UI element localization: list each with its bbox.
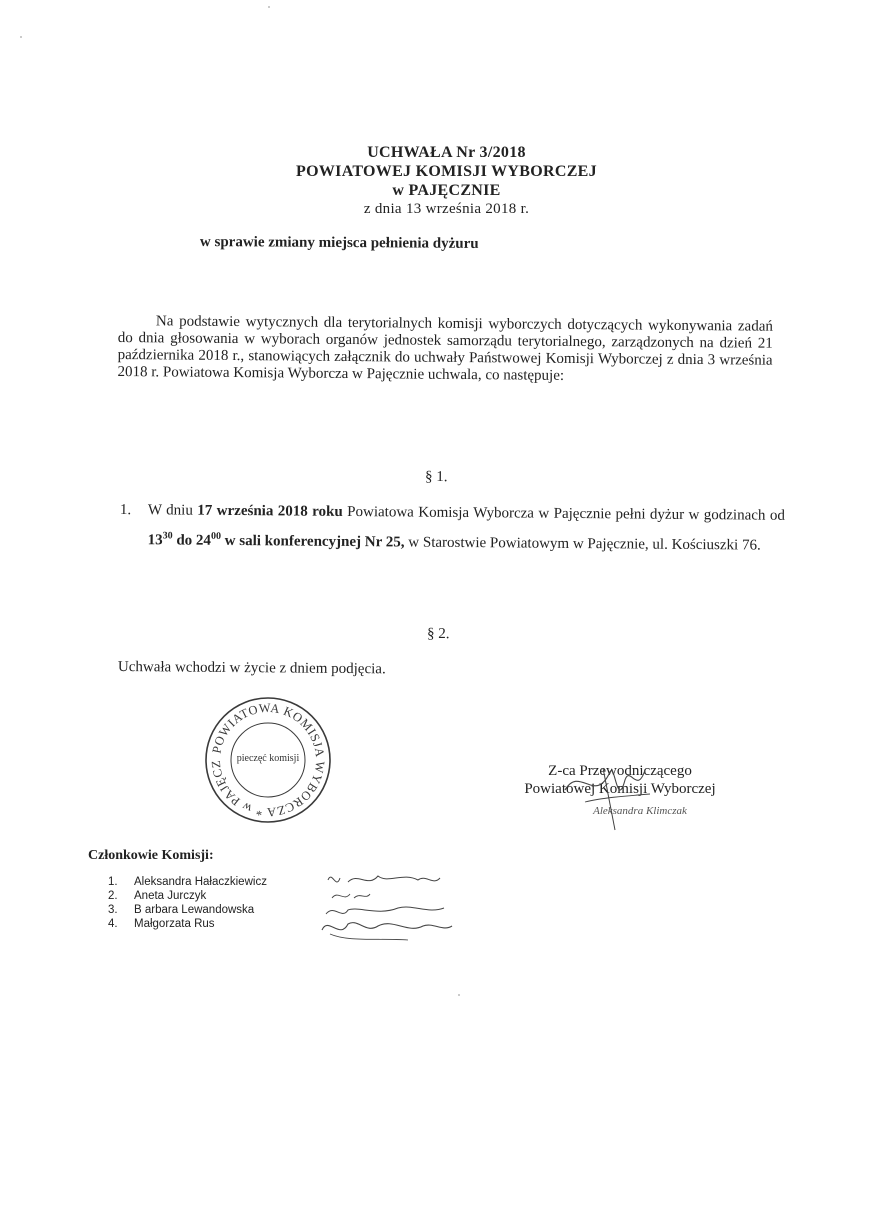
member-signatures [318,868,458,948]
handwritten-signature [555,750,665,840]
members-heading: Członkowie Komisji: [88,848,214,863]
member-row [108,917,267,931]
resolution-subject: w sprawie zmiany miejsca pełnienia dyżuru [199,234,479,252]
scan-speck [458,994,460,996]
signer-organization: Powiatowej Komisji Wyborczej [524,781,716,797]
section-2-text: Uchwała wchodzi w życie z dniem podjęcia. [117,659,386,678]
member-number: 4. [108,918,118,930]
member-number: 3. [108,904,118,916]
member-row [108,903,267,917]
section-2-mark: § 2. [426,625,450,643]
resolution-title: UCHWAŁA Nr 3/2018 [367,144,526,161]
signer-name: Aleksandra Klimczak [593,805,687,817]
members-list [108,875,267,931]
stamp-ring-text: POWIATOWA KOMISJA WYBORCZA * w PAJĘCZ [208,700,328,820]
scan-speck [20,36,22,38]
duty-date: 17 września 2018 roku [197,502,343,520]
resolution-date: z dnia 13 września 2018 r. [363,201,530,217]
scan-speck [268,6,270,8]
member-number: 1. [108,876,118,888]
signer-role: Z-ca Przewodniczącego [548,763,692,779]
resolution-header [0,143,893,219]
duty-room: w sali konferencyjnej Nr 25, [220,532,405,551]
stamp-center-label: pieczęć komisji [236,753,300,764]
member-name: B arbara Lewandowska [134,904,255,916]
member-name: Małgorzata Rus [134,918,215,930]
preamble-paragraph: Na podstawie wytycznych dla terytorialnych komisji wyborczych dotyczących wykonywania zadań do dnia głosowania w wyborach organów jednostek samorządu terytorialnego, zarządzonych na dzień 21 października 2018 r., stanowiących załącznik do uchwały Państwowej Komisji Wyborczej z dnia 3 września 2018 r. Powiatowa Komisja Wyborcza w Pajęcznie uchwala, co następuje: [117,313,773,384]
section-1-text: W dniu 17 września 2018 roku Powiatowa Komisja Wyborcza w Pajęcznie pełni dyżur w godzinach od $13^{30}$ do $24^{00}$ w sali konferencyjnej Nr 25, w Starostwie Powiatowym w Pajęcznie, ul. Kościuszki 76. [147,502,785,554]
section-1-mark: § 1. [424,468,448,486]
member-name: Aneta Jurczyk [134,890,207,902]
member-row [108,875,267,889]
list-number: 1. [119,501,132,519]
member-row [108,889,267,903]
member-number: 2. [108,890,118,902]
section-1-body [120,497,785,559]
duty-hours: $13^{30}$ do $24^{00}$ w sali konferencyjnej Nr 25, [147,530,405,551]
commission-location: w PAJĘCZNIE [392,182,501,199]
member-name: Aleksandra Hałaczkiewicz [134,876,267,888]
commission-stamp [203,695,333,825]
commission-name: POWIATOWEJ KOMISJI WYBORCZEJ [296,163,597,180]
